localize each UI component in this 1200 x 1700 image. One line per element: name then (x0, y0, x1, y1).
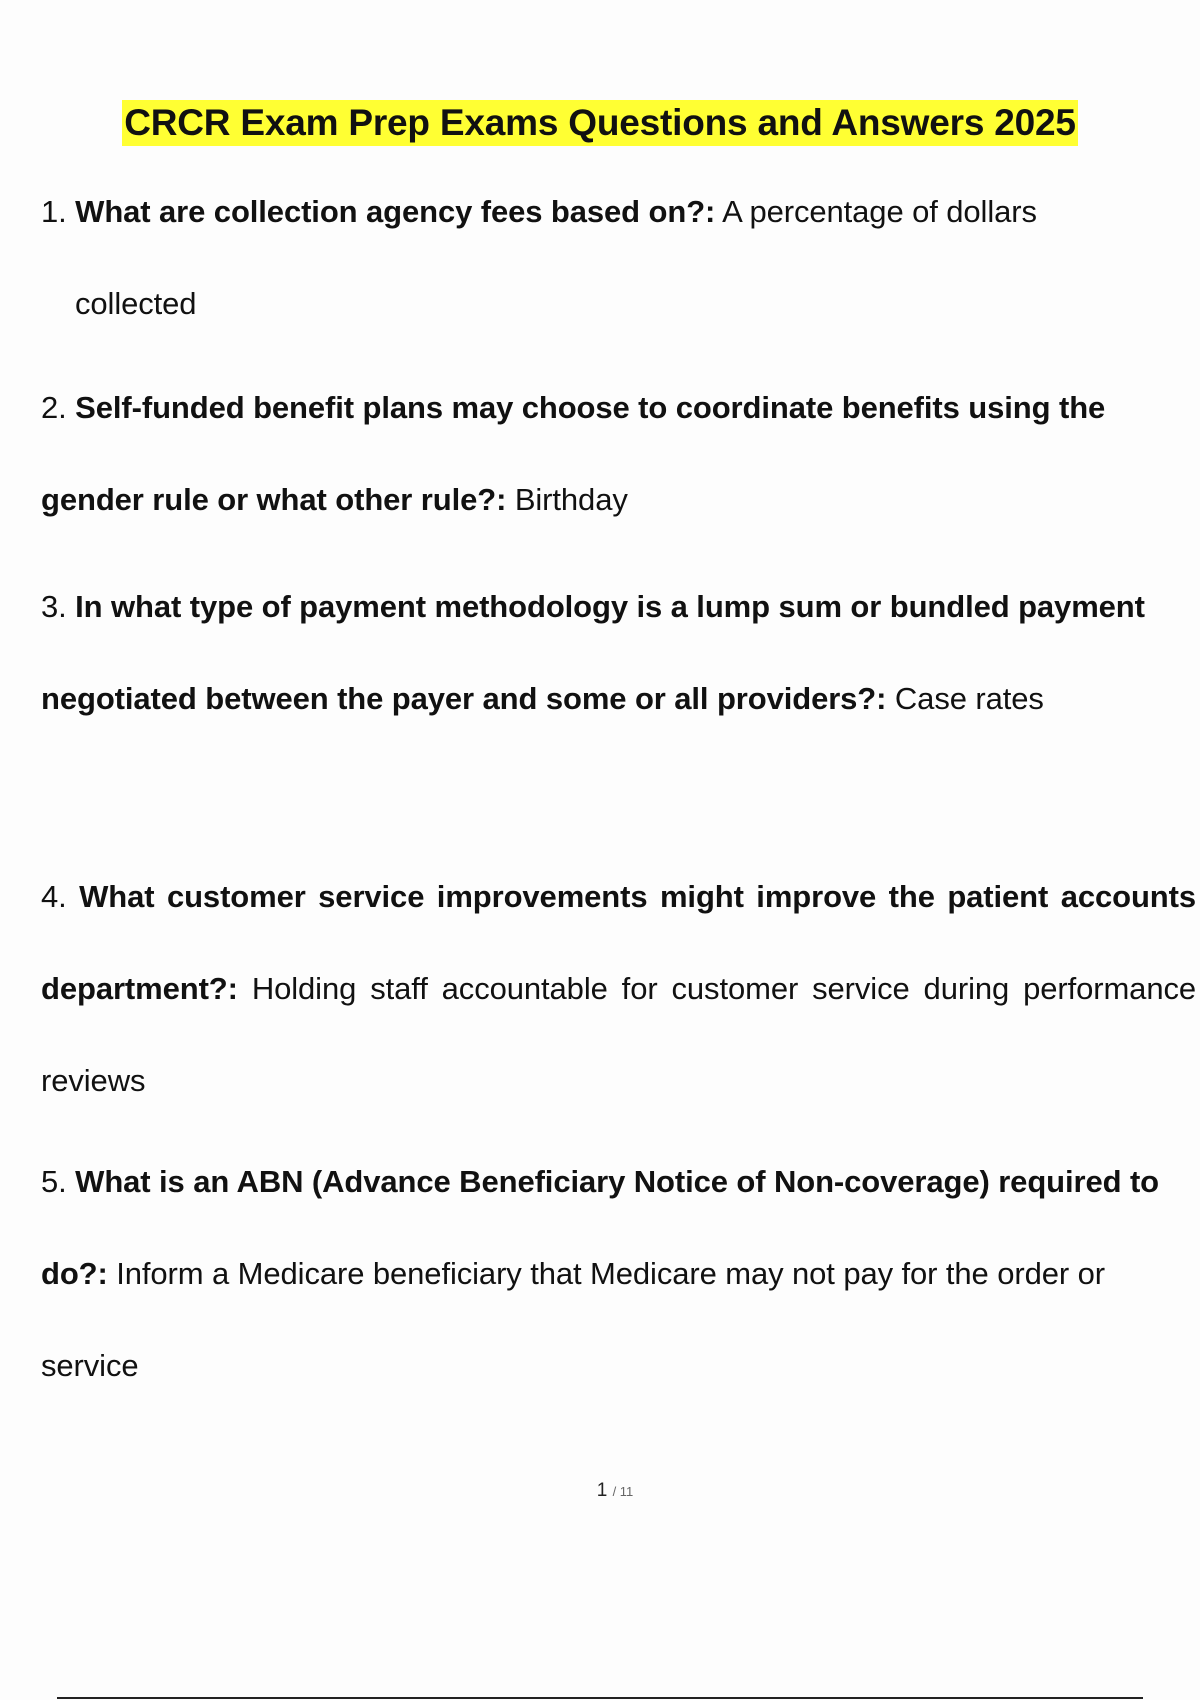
item-number: 1. (41, 194, 67, 229)
answer-text: Case rates (894, 681, 1044, 716)
item-number: 3. (41, 589, 67, 624)
document-title: CRCR Exam Prep Exams Questions and Answers 2025 (122, 100, 1078, 146)
qa-item-1 (41, 166, 1196, 350)
answer-text: A percentage of dollars (722, 194, 1037, 229)
page-current: 1 (596, 1480, 608, 1501)
question-text: What are collection agency fees based on?: (75, 194, 716, 229)
page-bottom-divider (57, 1697, 1143, 1699)
question-text: Self-funded benefit plans may choose to coordinate benefits using the gender rule or what other rule?: (41, 390, 1106, 517)
item-number: 2. (41, 390, 67, 425)
answer-text: Inform a Medicare beneficiary that Medicare may not pay for the order or service (41, 1256, 1105, 1383)
title-container (0, 100, 1200, 146)
qa-item-4 (41, 851, 1196, 1127)
answer-text: Holding staff accountable for customer service during performance reviews (41, 971, 1197, 1098)
question-text: What customer service improvements might improve the patient accounts department?: (41, 879, 1196, 1006)
question-text: In what type of payment methodology is a lump sum or bundled payment negotiated between the payer and some or all providers?: (41, 589, 1145, 716)
answer-text-continued: collected (75, 286, 197, 321)
qa-item-3 (41, 561, 1196, 745)
question-text: What is an ABN (Advance Beneficiary Notice of Non-coverage) required to do?: (41, 1164, 1160, 1291)
qa-item-2 (41, 362, 1196, 546)
item-number: 5. (41, 1164, 67, 1199)
qa-item-5 (41, 1136, 1196, 1412)
page-total: / 11 (612, 1484, 634, 1499)
item-number: 4. (41, 879, 67, 914)
answer-text: Birthday (514, 482, 628, 517)
page-indicator (0, 1480, 1200, 1502)
